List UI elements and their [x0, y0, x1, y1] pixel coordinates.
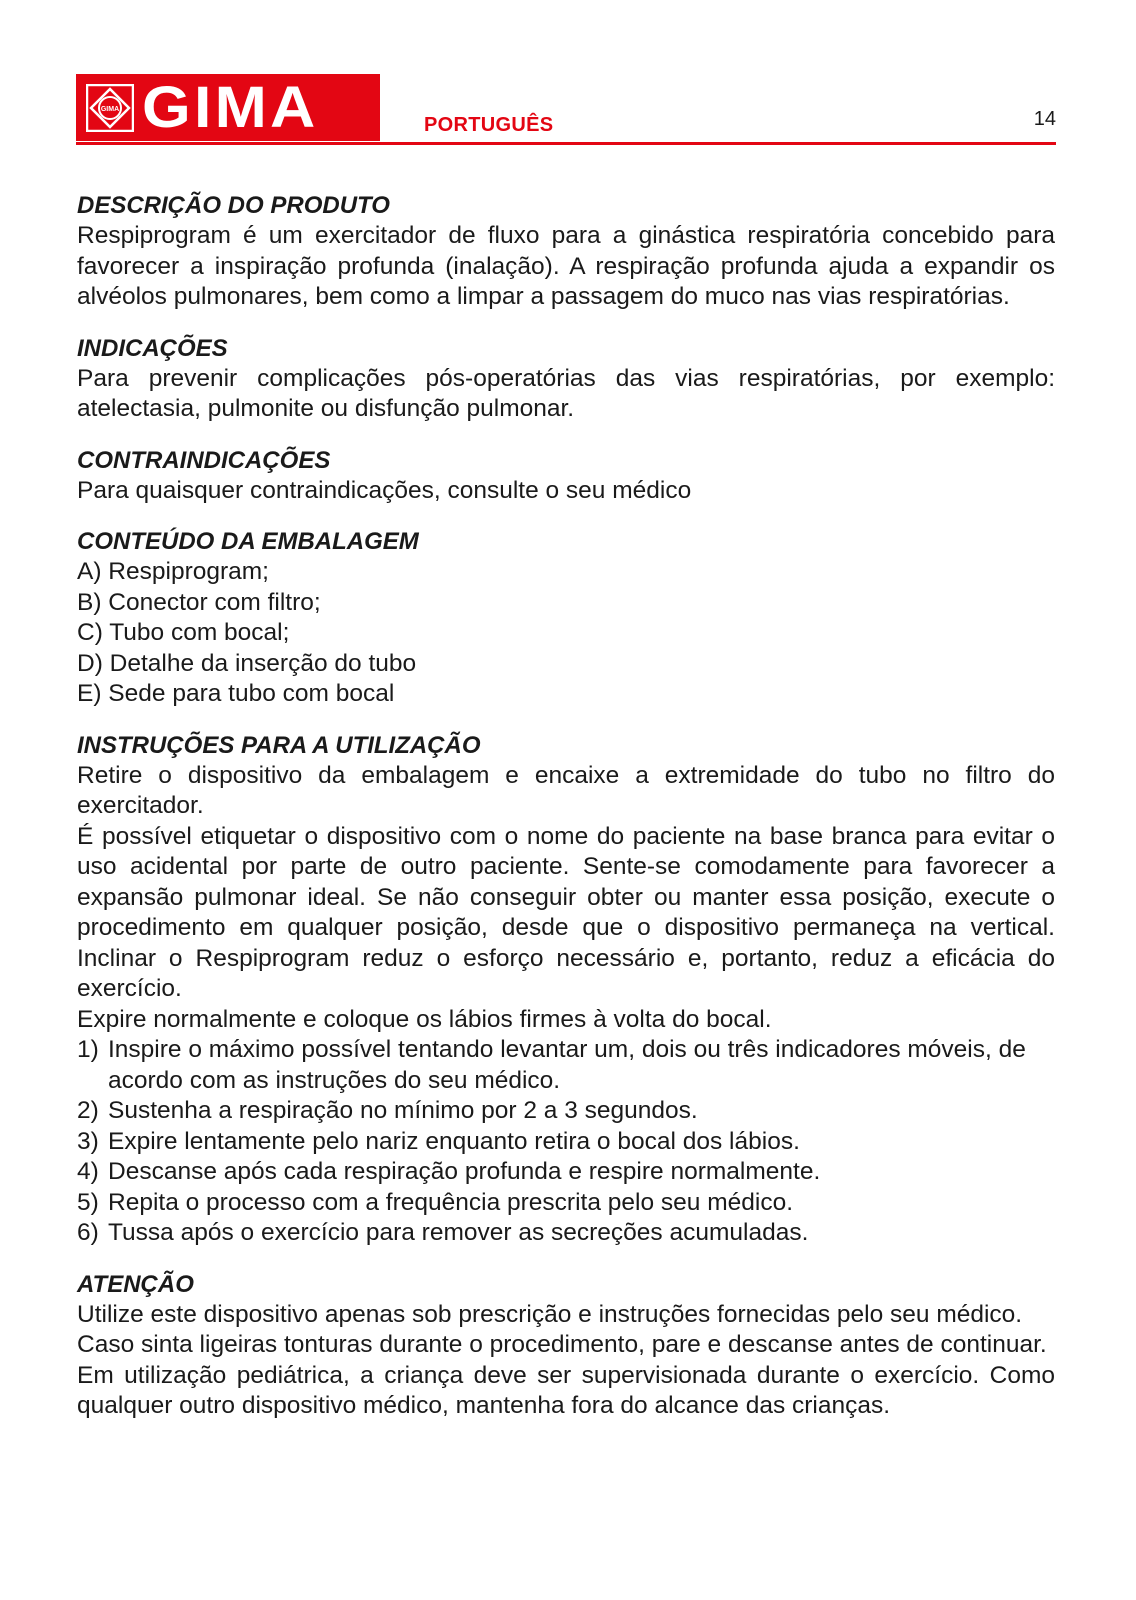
section-title: INSTRUÇÕES PARA A UTILIZAÇÃO	[77, 731, 481, 759]
step-text: Expire lentamente pelo nariz enquanto retira o bocal dos lábios.	[108, 1127, 800, 1155]
list-item: B) Conector com filtro;	[77, 588, 321, 616]
step-number: 1)	[77, 1036, 99, 1063]
section-paragraph: Para prevenir complicações pós-operatórias das vias respiratórias, por exemplo: atelectasia, pulmonite ou disfunção pulmonar.	[77, 364, 1055, 422]
step-number: 4)	[77, 1158, 99, 1185]
section-atencao	[77, 1269, 1055, 1422]
list-item: C) Tubo com bocal;	[77, 619, 290, 646]
section-contraindicacoes	[77, 445, 1055, 507]
section-paragraph: Caso sinta ligeiras tonturas durante o procedimento, pare e descanse antes de continuar.	[77, 1331, 1047, 1358]
section-title: CONTEÚDO DA EMBALAGEM	[77, 528, 419, 555]
logo-text: GIMA	[142, 74, 319, 140]
section-instrucoes	[77, 730, 1055, 1249]
list-item: D) Detalhe da inserção do tubo	[77, 649, 417, 677]
section-paragraph: Em utilização pediátrica, a criança deve ser supervisionada durante o exercício. Como qualquer outro dispositivo médico, mantenha fora do alcance das crianças.	[77, 1361, 1055, 1419]
page-header	[76, 74, 1056, 146]
step-item	[77, 1096, 1055, 1127]
step-item	[77, 1188, 1055, 1219]
step-number: 6)	[77, 1219, 99, 1246]
list-item: A) Respiprogram;	[77, 558, 269, 585]
section-paragraph: Expire normalmente e coloque os lábios firmes à volta do bocal.	[77, 1005, 772, 1033]
section-title: CONTRAINDICAÇÕES	[77, 446, 331, 474]
step-text: Tussa após o exercício para remover as secreções acumuladas.	[108, 1219, 809, 1246]
language-label: PORTUGUÊS	[424, 114, 554, 136]
section-descricao	[77, 190, 1055, 313]
step-item	[77, 1157, 1055, 1188]
section-paragraph: Retire o dispositivo da embalagem e encaixe a extremidade do tubo no filtro do exercitador.	[77, 761, 1055, 819]
gima-logo	[76, 74, 380, 141]
step-text: Sustenha a respiração no mínimo por 2 a 3 segundos.	[108, 1097, 698, 1124]
svg-text:GIMA: GIMA	[100, 105, 120, 113]
section-title: INDICAÇÕES	[77, 334, 228, 362]
step-number: 2)	[77, 1097, 99, 1124]
step-number: 5)	[77, 1188, 99, 1216]
step-item	[77, 1035, 1055, 1096]
step-number: 3)	[77, 1127, 99, 1155]
section-paragraph: Utilize este dispositivo apenas sob prescrição e instruções fornecidas pelo seu médico.	[77, 1300, 1023, 1328]
gima-emblem-icon	[86, 84, 134, 132]
section-title: DESCRIÇÃO DO PRODUTO	[77, 192, 390, 219]
step-text: Descanse após cada respiração profunda e respire normalmente.	[108, 1158, 821, 1185]
section-conteudo	[77, 526, 1055, 710]
section-paragraph: Para quaisquer contraindicações, consulte o seu médico	[77, 476, 692, 504]
step-item	[77, 1218, 1055, 1249]
section-indicacoes	[77, 333, 1055, 425]
header-divider	[76, 142, 1056, 145]
document-body	[77, 190, 1055, 1442]
list-item: E) Sede para tubo com bocal	[77, 680, 395, 707]
section-paragraph: É possível etiquetar o dispositivo com o nome do paciente na base branca para evitar o uso acidental por parte de outro paciente. Sente-se comodamente para favorecer a expansão pulmonar ideal. Se não conseguir obter ou manter essa posição, execute o procedimento em qualquer posição, desde que o dispositivo permaneça na vertical. Inclinar o Respiprogram reduz o esforço necessário e, portanto, reduz a eficácia do exercício.	[77, 822, 1055, 1002]
section-title: ATENÇÃO	[77, 1270, 194, 1298]
step-item	[77, 1127, 1055, 1158]
step-text: Inspire o máximo possível tentando levantar um, dois ou três indicadores móveis, de acordo com as instruções do seu médico.	[108, 1036, 1026, 1094]
step-text: Repita o processo com a frequência prescrita pelo seu médico.	[108, 1188, 793, 1216]
page-number: 14	[1033, 108, 1056, 130]
section-paragraph: Respiprogram é um exercitador de fluxo para a ginástica respiratória concebido para favorecer a inspiração profunda (inalação). A respiração profunda ajuda a expandir os alvéolos pulmonares, bem como a limpar a passagem do muco nas vias respiratórias.	[77, 222, 1055, 310]
